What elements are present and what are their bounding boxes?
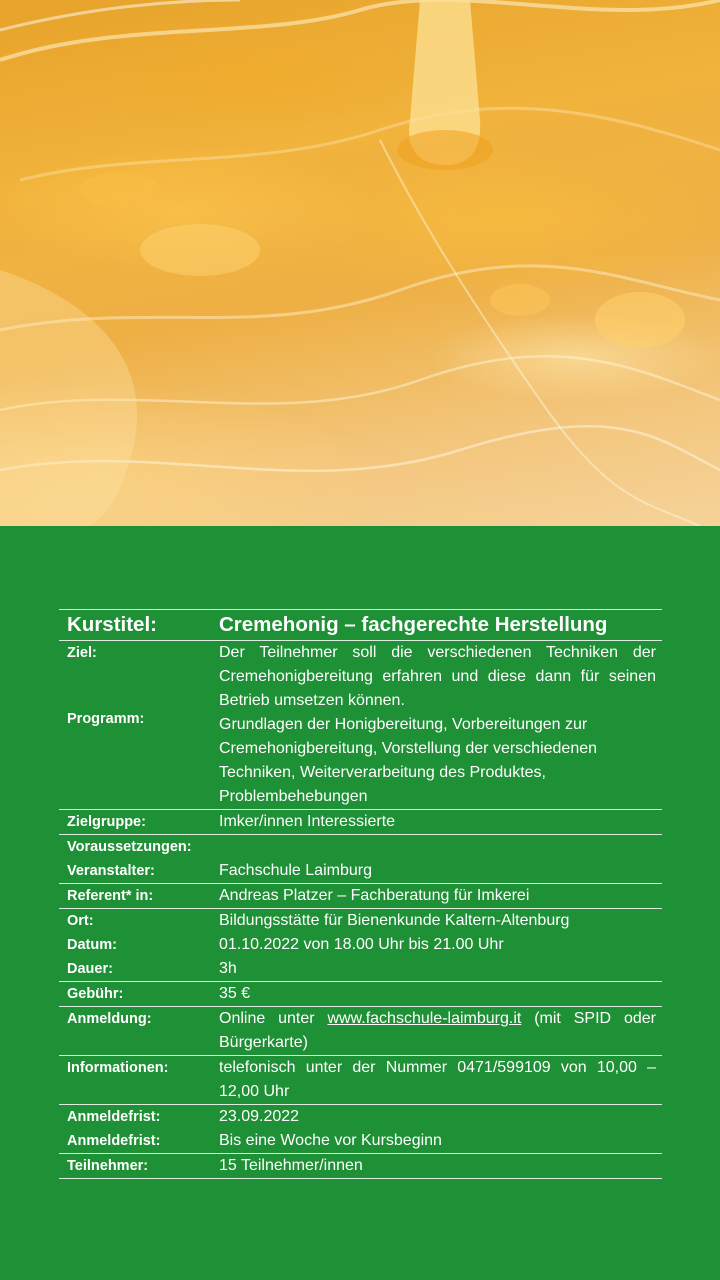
registration-prefix: Online unter bbox=[219, 1010, 315, 1027]
participants-label: Teilnehmer: bbox=[67, 1158, 149, 1174]
prereq-label: Voraussetzungen: bbox=[67, 839, 192, 855]
course-title-value: Cremehonig – fachgerechte Herstellung bbox=[219, 613, 608, 636]
row-participants bbox=[59, 1153, 662, 1179]
registration-value bbox=[219, 1007, 656, 1055]
place-label: Ort: bbox=[67, 913, 94, 929]
course-info-table bbox=[59, 609, 662, 1179]
deadline1-label: Anmeldefrist: bbox=[67, 1109, 161, 1125]
row-fee bbox=[59, 981, 662, 1006]
registration-suffix: (mit SPID oder Bürgerkarte) bbox=[219, 1010, 656, 1051]
row-course-title bbox=[59, 609, 662, 640]
row-information bbox=[59, 1055, 662, 1104]
date-label: Datum: bbox=[67, 937, 117, 953]
goal-value: Der Teilnehmer soll die verschiedenen Techniken der Cremehonigbereitung erfahren und diese dann für seinen Betrieb umsetzen können. bbox=[219, 644, 656, 709]
duration-label: Dauer: bbox=[67, 961, 113, 977]
info-label: Informationen: bbox=[67, 1060, 169, 1076]
program-value: Grundlagen der Honigbereitung, Vorbereitungen zur Cremehonigbereitung, Vorstellung der verschiedenen Techniken, Weiterverarbeitung des Produktes, Problembehebungen bbox=[219, 716, 598, 805]
audience-value: Imker/innen Interessierte bbox=[219, 813, 396, 830]
row-place-date-duration bbox=[59, 908, 662, 981]
audience-label: Zielgruppe: bbox=[67, 814, 146, 830]
speaker-label: Referent* in: bbox=[67, 888, 154, 904]
duration-value: 3h bbox=[219, 960, 237, 977]
deadline2-value: Bis eine Woche vor Kursbeginn bbox=[219, 1132, 442, 1149]
honey-swirl-illustration bbox=[0, 0, 720, 526]
row-registration bbox=[59, 1006, 662, 1055]
deadline2-label: Anmeldefrist: bbox=[67, 1133, 161, 1149]
fee-value: 35 € bbox=[219, 985, 251, 1002]
program-label: Programm: bbox=[67, 711, 145, 727]
place-value: Bildungsstätte für Bienenkunde Kaltern-Altenburg bbox=[219, 912, 570, 929]
honey-photo bbox=[0, 0, 720, 526]
goal-label: Ziel: bbox=[67, 645, 97, 661]
date-value: 01.10.2022 von 18.00 Uhr bis 21.00 Uhr bbox=[219, 936, 504, 953]
row-audience bbox=[59, 809, 662, 834]
info-value: telefonisch unter der Nummer 0471/599109 von 10,00 – 12,00 Uhr bbox=[219, 1059, 656, 1100]
row-speaker bbox=[59, 883, 662, 908]
row-goal-program bbox=[59, 640, 662, 809]
participants-value: 15 Teilnehmer/innen bbox=[219, 1157, 363, 1174]
organizer-value: Fachschule Laimburg bbox=[219, 862, 372, 879]
organizer-label: Veranstalter: bbox=[67, 863, 155, 879]
speaker-value: Andreas Platzer – Fachberatung für Imkerei bbox=[219, 887, 530, 904]
prereq-value bbox=[219, 835, 656, 859]
registration-link[interactable]: www.fachschule-laimburg.it bbox=[327, 1010, 522, 1027]
row-deadlines bbox=[59, 1104, 662, 1153]
fee-label: Gebühr: bbox=[67, 986, 124, 1002]
row-prereq-organizer bbox=[59, 834, 662, 883]
course-title-label: Kurstitel: bbox=[67, 613, 157, 636]
deadline1-value: 23.09.2022 bbox=[219, 1108, 300, 1125]
registration-label: Anmeldung: bbox=[67, 1011, 152, 1027]
